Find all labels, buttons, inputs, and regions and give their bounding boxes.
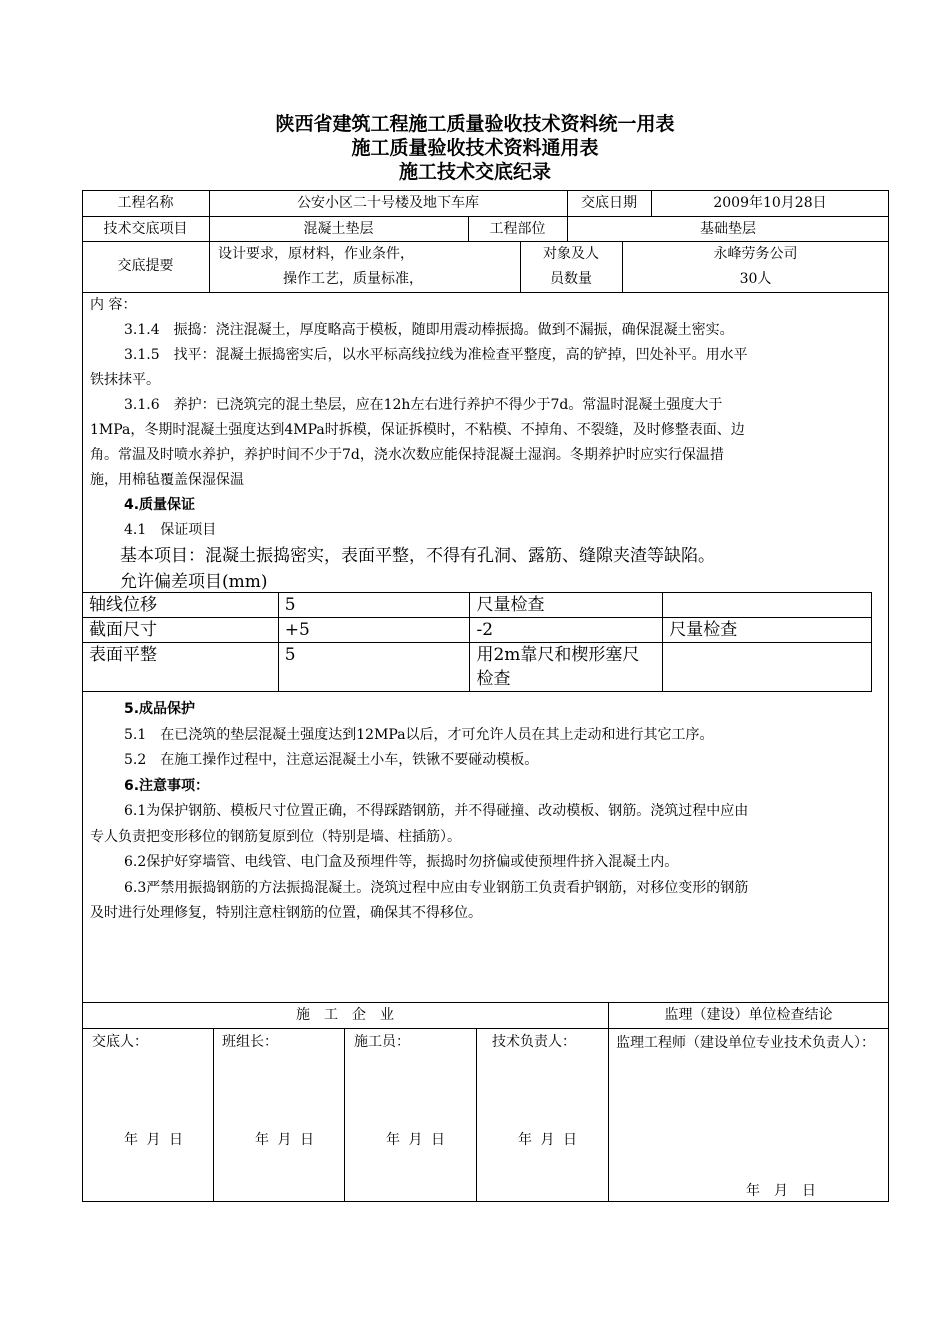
section-6-3-cont: 及时进行处理修复，特别注意柱钢筋的位置，确保其不得移位。 [90, 905, 482, 921]
section-6-1: 6.1为保护钢筋、模板尺寸位置正确，不得踩踏钢筋，并不得碰撞、改动模板、钢筋。浇筑过程中应由 [124, 803, 749, 819]
paragraph-3-1-4: 3.1.4 振捣：浇注混凝土，厚度略高于模板，随即用震动棒振捣。做到不漏振，确保混凝土密实。 [124, 322, 734, 338]
target-line-1: 永峰劳务公司 [713, 246, 798, 262]
project-name: 公安小区二十号楼及地下车库 [297, 195, 479, 211]
part-value: 基础垫层 [700, 221, 756, 237]
table-cell: 尺量检查 [470, 593, 663, 618]
title-3: 施工技术交底纪录 [398, 161, 551, 183]
item-label: 技术交底项目 [103, 221, 188, 237]
signer-presenter: 交底人： [92, 1034, 148, 1050]
summary-label: 交底提要 [117, 258, 174, 274]
table-cell: 5 [278, 593, 470, 618]
summary-line-2: 操作工艺，质量标准， [283, 271, 423, 287]
target-label-2: 员数量 [550, 271, 592, 287]
section-5-2: 5.2 在施工操作过程中，注意运混凝土小车，铁锹不要碰动模板。 [124, 752, 539, 768]
part-label: 工程部位 [489, 221, 546, 237]
table-cell: -2 [470, 618, 663, 643]
summary-line-1: 设计要求，原材料，作业条件， [218, 246, 414, 262]
table-cell: 表面平整 [83, 643, 279, 692]
title-2: 施工质量验收技术资料通用表 [351, 137, 599, 159]
section-5-heading: 5.成品保护 [124, 701, 196, 717]
grid-line [344, 1028, 345, 1202]
section-4-1: 4.1 保证项目 [124, 522, 217, 538]
target-line-2: 30人 [739, 271, 772, 287]
basic-items: 基本项目：混凝土振捣密实，表面平整，不得有孔洞、露筋、缝隙夹渣等缺陷。 [120, 546, 715, 566]
allowance-heading: 允许偏差项目(mm) [120, 572, 268, 592]
content-heading: 内 容： [90, 297, 137, 313]
signer-supervisor: 监理工程师（建设单位专业技术负责人）： [616, 1035, 875, 1051]
sign-date: 年 月 日 [518, 1132, 579, 1148]
section-4-heading: 4.质量保证 [124, 497, 196, 513]
table-cell: 5 [278, 643, 470, 692]
paragraph-3-1-6-cont1: 1MPa，冬期时混凝土强度达到4MPa时拆模，保证拆模时，不粘模、不掉角、不裂缝，及时修整表面、边 [90, 422, 745, 438]
grid-line [82, 1028, 889, 1029]
target-label-1: 对象及人 [543, 246, 599, 262]
sign-date: 年 月 日 [255, 1132, 316, 1148]
deviation-table [82, 592, 872, 692]
signer-tech-lead: 技术负责人： [492, 1034, 576, 1050]
signer-team-leader: 班组长： [222, 1034, 278, 1050]
title-1: 陕西省建筑工程施工质量验收技术资料统一用表 [275, 113, 675, 135]
section-6-1-cont: 专人负责把变形移位的钢筋复原到位（特别是墙、柱插筋）。 [90, 828, 461, 845]
section-6-2: 6.2保护好穿墙管、电线管、电门盒及预埋件等，振捣时勿挤偏或使预埋件挤入混凝土内。 [124, 854, 679, 870]
content-upper [90, 293, 880, 595]
table-cell [663, 593, 872, 618]
paragraph-3-1-5: 3.1.5 找平：混凝土振捣密实后，以水平标高线拉线为准检查平整度，高的铲掉，凹处补平。用水平 [124, 347, 748, 363]
date-label: 交底日期 [581, 195, 637, 211]
signer-constructor: 施工员： [354, 1034, 410, 1050]
sign-date: 年 月 日 [386, 1132, 447, 1148]
company-header: 施 工 企 业 [296, 1007, 394, 1023]
grid-line [608, 1002, 609, 1202]
grid-line [82, 216, 889, 217]
section-5-1: 5.1 在已浇筑的垫层混凝土强度达到12MPa以后，才可允许人员在其上走动和进行其它工序。 [124, 726, 714, 743]
table-cell: 用2m靠尺和楔形塞尺检查 [470, 643, 663, 692]
table-row [83, 593, 872, 618]
table-row [83, 643, 872, 692]
document-titles [0, 112, 950, 184]
item-value: 混凝土垫层 [303, 221, 374, 237]
section-6-heading: 6.注意事项： [124, 777, 210, 794]
paragraph-3-1-6-cont3: 施，用棉毡覆盖保湿保温 [90, 472, 244, 488]
content-lower [90, 697, 880, 927]
paragraph-3-1-6: 3.1.6 养护：已浇筑完的混土垫层，应在12h左右进行养护不得少于7d。常温时混凝土强度大于 [124, 397, 723, 413]
supervision-header: 监理（建设）单位检查结论 [664, 1007, 833, 1023]
paragraph-3-1-5-cont: 铁抹抹平。 [90, 372, 160, 388]
grid-line [213, 1028, 214, 1202]
sign-date: 年 月 日 [124, 1132, 185, 1148]
section-6-3: 6.3严禁用振捣钢筋的方法振捣混凝土。浇筑过程中应由专业钢筋工负责看护钢筋，对移位变形的钢筋 [124, 879, 749, 896]
table-cell: +5 [278, 618, 470, 643]
grid-line [82, 241, 889, 242]
table-cell: 截面尺寸 [83, 618, 279, 643]
grid-line [476, 1028, 477, 1202]
date-value: 2009年10月28日 [713, 195, 827, 211]
table-row [83, 618, 872, 643]
supervision-date: 年 月 日 [746, 1183, 816, 1199]
table-cell: 轴线位移 [83, 593, 279, 618]
table-cell [663, 643, 872, 692]
table-cell: 尺量检查 [663, 618, 872, 643]
project-name-label: 工程名称 [117, 195, 174, 211]
paragraph-3-1-6-cont2: 角。常温及时喷水养护，养护时间不少于7d，浇水次数应能保持混凝土湿润。冬期养护时应实行保温措 [90, 447, 724, 463]
grid-line [82, 1002, 889, 1003]
